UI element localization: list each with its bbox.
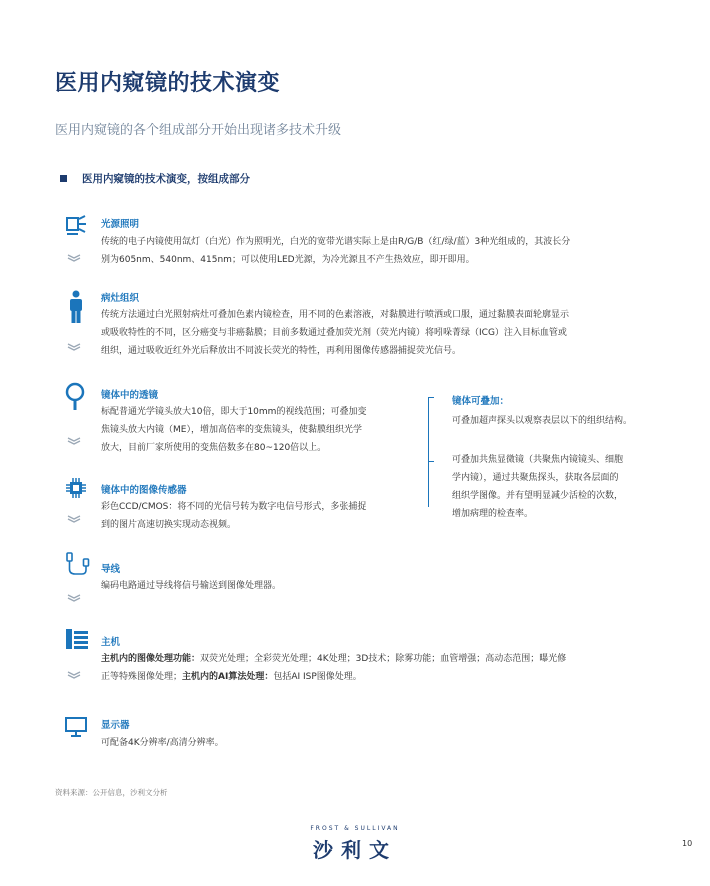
host-machine-icon [64,628,90,650]
cable-icon [64,551,90,577]
page-number: 10 [682,839,693,848]
chevron-down-icon [67,594,81,602]
item-heading-light: 光源照明 [101,219,140,230]
item-heading-display: 显示器 [101,720,130,731]
right-panel-heading: 镜体可叠加： [452,396,510,407]
page-title: 医用内窥镜的技术演变 [55,71,281,96]
item-body-lesion: 传统方法通过白光照射病灶可叠加色素内镜检查，用不同的色素溶液，对黏膜进行喷洒或口服，通过黏膜表面轮廓显示 或吸收特性的不同，区分癌变与非癌黏膜；目前多数通过叠加荧光剂（荧光内镜）将吲哚菁绿（ICG）注入目标血管或 组织，通过吸收近红外光后释放出不同波长荧光的特性，再利用图像传感器捕捉荧光信号。 [101,310,570,356]
source-note: 资料来源：公开信息，沙利文分析 [55,788,168,797]
item-heading-lens: 镜体中的透镜 [101,390,159,401]
right-panel-para2: 可叠加共焦显微镜（共聚焦内镜镜头、细胞 学内镜），通过共聚焦探头，获取各层面的 组织学图像。并有望明显减少活检的次数， 增加病理的检查率。 [452,455,624,519]
light-source-icon [64,213,86,235]
item-body-cable: 编码电路通过导线将信号输送到图像处理器。 [101,581,282,591]
monitor-icon [65,716,87,738]
item-heading-host: 主机 [101,637,121,648]
section-bullet [60,175,67,182]
right-panel-para1: 可叠加超声探头以观察表层以下的组织结构。 [452,416,633,426]
item-heading-sensor: 镜体中的图像传感器 [101,485,187,496]
chip-icon [65,477,87,499]
logo-subtitle: FROST & SULLIVAN [310,825,400,832]
item-body-lens: 标配普通光学镜头放大10倍，即大于10mm的视线范围；可叠加变 焦镜头放大内镜（ME），增加高倍率的变焦镜头，使黏膜组织光学 放大，目前厂家所使用的变焦倍数多在80~120倍以上。 [101,407,367,453]
logo: 沙利文 [313,838,397,862]
item-body-host: 主机内的图像处理功能：双荧光处理；全彩荧光处理；4K处理；3D技术；除雾功能；血管增强；高动态范围；曝光修 正等特殊图像处理；主机内的AI算法处理：包括AI ISP图像处理。 [101,654,567,682]
item-heading-cable: 导线 [101,564,121,575]
chevron-down-icon [67,515,81,523]
chevron-down-icon [67,671,81,679]
item-body-light: 传统的电子内镜使用氙灯（白光）作为照明光，白光的宽带光谱实际上是由R/G/B（红/绿/蓝）3种光组成的，其波长分 别为605nm、540nm、415nm；可以使用LED光源，为冷光源且不产生热效应，即开即用。 [101,237,571,265]
section-title: 医用内窥镜的技术演变，按组成部分 [82,173,250,185]
bracket-tick [428,461,434,462]
bracket-tick [428,397,434,398]
item-body-display: 可配备4K分辨率/高清分辨率。 [101,738,224,748]
chevron-down-icon [67,254,81,262]
chevron-down-icon [67,437,81,445]
magnifier-icon [64,382,86,412]
item-heading-lesion: 病灶组织 [101,293,140,304]
person-icon [66,290,88,324]
item-body-sensor: 彩色CCD/CMOS：将不同的光信号转为数字电信号形式，多张捕捉 到的图片高速切换实现动态视频。 [101,502,367,530]
chevron-down-icon [67,343,81,351]
page-subtitle: 医用内窥镜的各个组成部分开始出现诸多技术升级 [55,123,342,138]
bracket-line [428,397,435,507]
